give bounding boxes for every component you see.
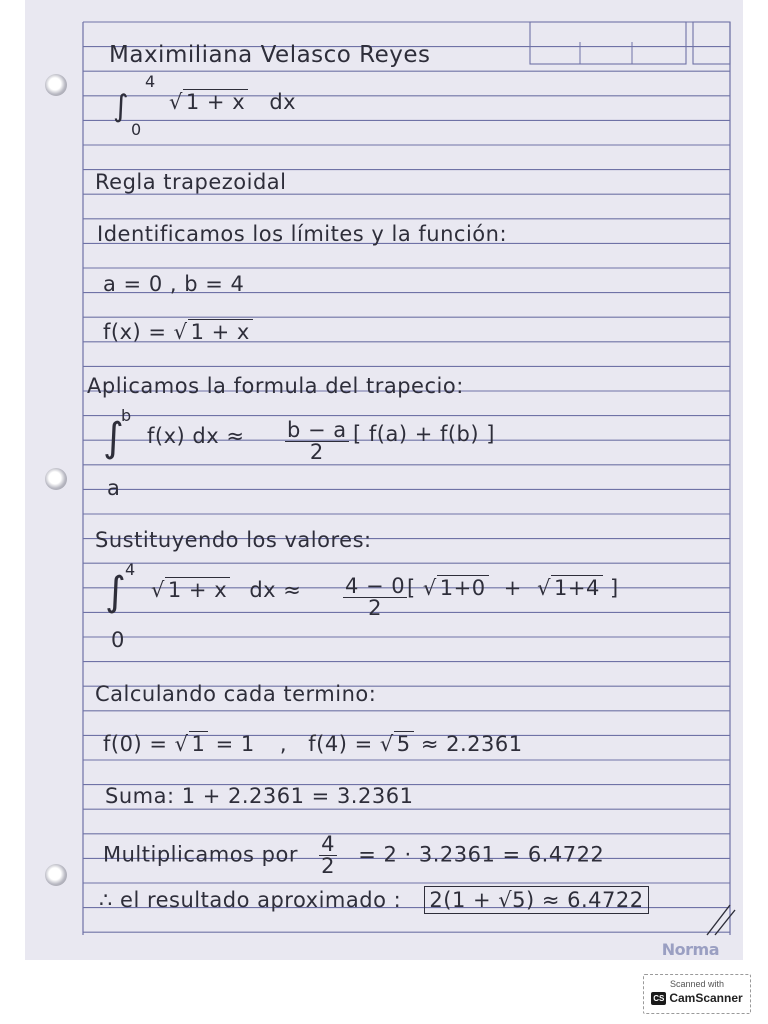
ruled-lines xyxy=(25,0,743,960)
camscanner-watermark: Scanned with CS CamScanner xyxy=(643,974,751,1014)
function-definition: f(x) = √ 1 + x xyxy=(103,322,253,343)
integral-sign: ∫ xyxy=(103,415,125,461)
sqrt-symbol: √ 1 + x xyxy=(169,92,248,113)
integrand: √ 1 + x dx xyxy=(169,90,297,114)
integral-sign: ∫ xyxy=(105,569,127,615)
header-page-box xyxy=(693,22,730,64)
notebook-brand-logo: Norma xyxy=(661,940,719,959)
end-mark xyxy=(707,905,735,935)
sub-lower: 0 xyxy=(111,628,125,652)
method-title: Regla trapezoidal xyxy=(95,170,287,194)
student-name: Maximiliana Velasco Reyes xyxy=(109,42,431,68)
terms-line: f(0) = √ 1 = 1 , f(4) = √ 5 ≈ 2.2361 xyxy=(103,732,523,756)
multiply-line: Multiplicamos por $\frac{4}{2}$ = 2 · 3.2361 = 6.4722 xyxy=(103,832,605,878)
formula-fraction: $\frac{b - a}{2}$ xyxy=(287,418,347,464)
sum-line: Suma: 1 + 2.2361 = 3.2361 xyxy=(105,784,414,808)
limits-values: a = 0 , b = 4 xyxy=(103,272,245,296)
sqrt-symbol: √ 1 + x xyxy=(174,322,253,343)
binder-hole xyxy=(45,74,67,96)
upper-limit: 4 xyxy=(145,72,156,91)
camscanner-icon: CS xyxy=(653,993,665,1003)
notebook-page xyxy=(25,0,743,960)
step-formula: Aplicamos la formula del trapecio: xyxy=(87,374,464,398)
sub-upper: 4 xyxy=(125,560,136,579)
formula-upper: b xyxy=(121,406,132,425)
formula-lower: a xyxy=(107,476,121,500)
formula-bracket: [ f(a) + f(b) ] xyxy=(353,422,495,446)
formula-integrand: f(x) dx ≈ xyxy=(147,424,245,448)
integral-sign: ∫ xyxy=(113,89,130,124)
step-substitute: Sustituyendo los valores: xyxy=(95,528,372,552)
header-date-box xyxy=(530,22,686,64)
sub-integrand: √ 1 + x dx ≈ xyxy=(151,578,302,602)
binder-hole xyxy=(45,468,67,490)
result-line: ∴ el resultado aproximado : 2(1 + √5) ≈ 6.4722 xyxy=(99,890,649,911)
step-identify: Identificamos los límites y la función: xyxy=(97,222,508,246)
binder-hole xyxy=(45,864,67,886)
lower-limit: 0 xyxy=(131,120,142,139)
sub-fraction: $\frac{4 - 0}{2}$ xyxy=(345,574,406,620)
step-calculate: Calculando cada termino: xyxy=(95,682,377,706)
sub-bracket: [ √ 1+0 + √ 1+4 ] xyxy=(407,576,619,600)
